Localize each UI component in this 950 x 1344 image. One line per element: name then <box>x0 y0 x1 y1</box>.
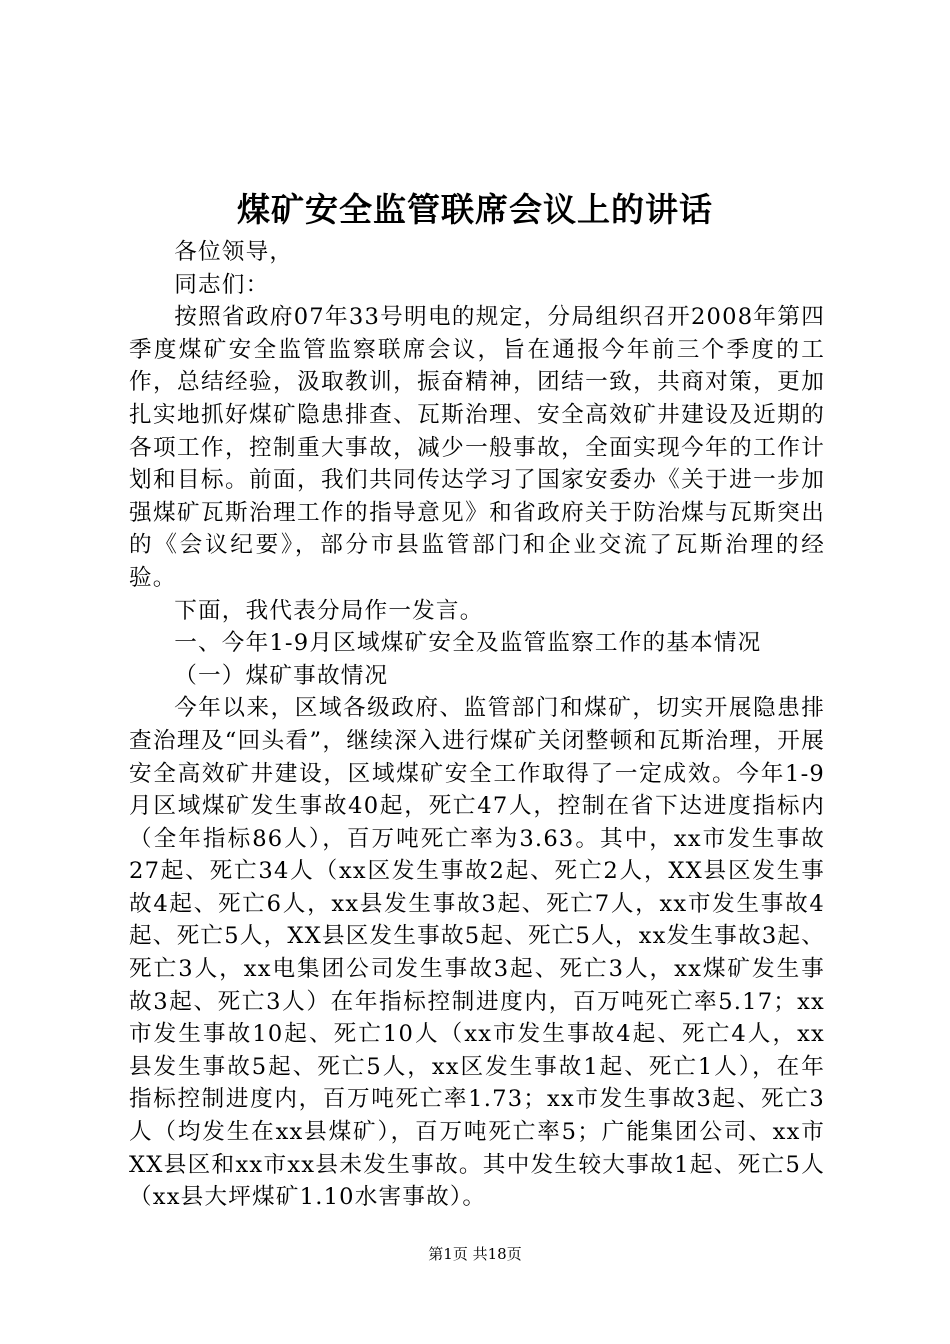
accident-paragraph: 今年以来，区域各级政府、监管部门和煤矿，切实开展隐患排查治理及“回头看”，继续深入进行煤矿关闭整顿和瓦斯治理，开展安全高效矿井建设，区域煤矿安全工作取得了一定成效。今年1-9月区域煤矿发生事故40起，死亡47人，控制在省下达进度指标内（全年指标86人），百万吨死亡率为3.63。其中，xx市发生事故27起、死亡34人（xx区发生事故2起、死亡2人，XX县区发生事故4起、死亡6人，xx县发生事故3起、死亡7人，xx市发生事故4起、死亡5人，XX县区发生事故5起、死亡5人，xx发生事故3起、死亡3人，xx电集团公司发生事故3起、死亡3人，xx煤矿发生事故3起、死亡3人）在年指标控制进度内，百万吨死亡率5.17；xx市发生事故10起、死亡10人（xx市发生事故4起、死亡4人，xx县发生事故5起、死亡5人，xx区发生事故1起、死亡1人），在年指标控制进度内，百万吨死亡率1.73；xx市发生事故3起、死亡3人（均发生在xx县煤矿），百万吨死亡率5；广能集团公司、xx市XX县区和xx市xx县未发生事故。其中发生较大事故1起、死亡5人（xx县大坪煤矿1.10水害事故）。 <box>129 695 825 1211</box>
section-heading-1: 一、今年1-9月区域煤矿安全及监管监察工作的基本情况 <box>174 630 762 657</box>
salutation-comrades: 同志们： <box>174 271 270 298</box>
intro-paragraph: 按照省政府07年33号明电的规定，分局组织召开2008年第四季度煤矿安全监管监察联席会议，旨在通报今年前三个季度的工作，总结经验，汲取教训，振奋精神，团结一致，共商对策，更加扎实地抓好煤矿隐患排查、瓦斯治理、安全高效矿井建设及近期的各项工作，控制重大事故，减少一般事故，全面实现今年的工作计划和目标。前面，我们共同传达学习了国家安委办《关于进一步加强煤矿瓦斯治理工作的指导意见》和省政府关于防治煤与瓦斯突出的《会议纪要》，部分市县监管部门和企业交流了瓦斯治理的经验。 <box>129 304 825 591</box>
document-body <box>129 236 825 1214</box>
speech-opening: 下面，我代表分局作一发言。 <box>174 597 484 624</box>
salutation-leaders: 各位领导， <box>174 239 294 265</box>
subsection-heading-1: （一）煤矿事故情况 <box>174 662 389 689</box>
document-title: 煤矿安全监管联席会议上的讲话 <box>237 190 713 229</box>
page-footer: 第1页 共18页 <box>428 1245 522 1263</box>
